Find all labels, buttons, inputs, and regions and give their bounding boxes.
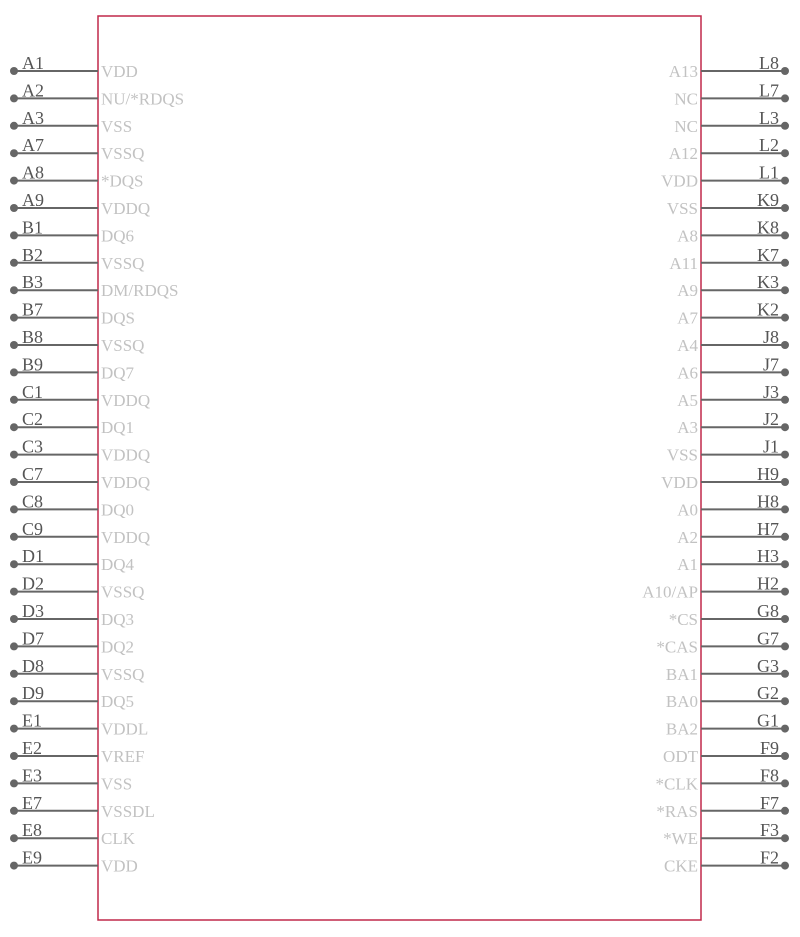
left-pin <box>10 272 178 300</box>
pin-number: B2 <box>22 244 44 265</box>
pin-terminal-dot <box>781 177 789 185</box>
pin-terminal-dot <box>781 725 789 733</box>
pin-number: A8 <box>22 162 44 183</box>
pin-number: E8 <box>22 820 42 841</box>
pin-number: D2 <box>22 573 44 594</box>
left-pin-group <box>10 53 184 876</box>
left-pin <box>10 519 150 547</box>
pin-label: A0 <box>677 500 698 520</box>
pin-label: VREF <box>101 747 145 766</box>
pin-number: H3 <box>757 546 779 567</box>
pin-label: A6 <box>677 363 698 383</box>
right-pin <box>669 53 789 81</box>
pin-terminal-dot <box>781 588 789 596</box>
pin-label: VSS <box>101 116 133 136</box>
right-pin <box>642 574 789 602</box>
left-pin <box>10 464 150 492</box>
pin-label: DM/RDQS <box>101 281 179 301</box>
pin-number: C3 <box>22 436 44 457</box>
pin-label: VDDQ <box>101 473 151 492</box>
pin-label: DQ7 <box>101 363 135 383</box>
pin-number: J1 <box>762 436 779 457</box>
pin-terminal-dot <box>781 341 789 349</box>
pin-terminal-dot <box>10 505 18 513</box>
pin-terminal-dot <box>781 67 789 75</box>
left-pin <box>10 409 134 437</box>
left-pin <box>10 163 144 191</box>
pin-label: BA0 <box>665 692 698 712</box>
pin-number: E1 <box>22 710 42 731</box>
pin-terminal-dot <box>781 259 789 267</box>
pin-number: C7 <box>22 464 44 484</box>
pin-number: G8 <box>757 601 779 621</box>
pin-label: *CAS <box>656 637 698 657</box>
pin-terminal-dot <box>10 725 18 733</box>
pin-terminal-dot <box>781 834 789 842</box>
pin-label: A8 <box>677 226 698 246</box>
right-pin-group <box>642 53 789 876</box>
pin-label: DQ2 <box>101 637 135 657</box>
left-pin <box>10 382 150 410</box>
right-pin <box>669 245 789 273</box>
left-pin <box>10 738 144 766</box>
pin-number: L8 <box>759 53 779 73</box>
pin-terminal-dot <box>10 231 18 239</box>
pin-number: K2 <box>757 299 779 320</box>
pin-number: B9 <box>22 354 44 375</box>
left-pin <box>10 765 132 793</box>
pin-label: NC <box>674 116 698 136</box>
pin-label: NU/*RDQS <box>101 89 185 109</box>
left-pin <box>10 437 150 465</box>
pin-terminal-dot <box>781 807 789 815</box>
right-pin <box>677 300 789 328</box>
pin-terminal-dot <box>10 697 18 705</box>
pin-label: A11 <box>669 253 698 273</box>
pin-number: C9 <box>22 518 44 539</box>
left-pin <box>10 327 144 355</box>
pin-terminal-dot <box>10 834 18 842</box>
pin-number: G1 <box>757 710 779 731</box>
pin-number: C1 <box>22 381 44 402</box>
pin-number: D3 <box>22 601 44 621</box>
left-pin <box>10 601 134 629</box>
pin-label: VDD <box>101 856 138 876</box>
pin-terminal-dot <box>10 67 18 75</box>
right-pin <box>667 190 789 218</box>
pin-label: VSSQ <box>101 144 145 164</box>
pin-number: E9 <box>22 847 42 868</box>
pin-number: D1 <box>22 546 44 567</box>
pin-label: *CLK <box>655 774 698 794</box>
pin-number: K7 <box>757 244 779 265</box>
pin-terminal-dot <box>10 368 18 376</box>
pin-label: BA2 <box>665 719 698 739</box>
ic-body-outline <box>98 16 701 920</box>
left-pin <box>10 683 134 711</box>
pin-number: D8 <box>22 655 44 676</box>
left-pin <box>10 820 136 848</box>
left-pin <box>10 546 135 574</box>
left-pin <box>10 628 134 656</box>
pin-label: A9 <box>677 281 698 301</box>
pin-label: VSS <box>666 445 698 465</box>
right-pin <box>677 409 789 437</box>
pin-number: L3 <box>759 107 779 128</box>
right-pin <box>677 354 789 382</box>
pin-number: H9 <box>757 464 779 484</box>
right-pin <box>677 382 789 410</box>
right-pin <box>674 108 789 136</box>
right-pin <box>677 491 789 519</box>
pin-terminal-dot <box>781 204 789 212</box>
pin-terminal-dot <box>781 478 789 486</box>
pin-terminal-dot <box>781 670 789 678</box>
right-pin <box>677 217 789 245</box>
pin-label: A5 <box>677 390 698 410</box>
left-pin <box>10 80 184 108</box>
pin-number: D7 <box>22 628 44 649</box>
pin-number: C8 <box>22 491 44 512</box>
pin-label: A1 <box>677 555 698 575</box>
pin-label: VSSQ <box>101 253 145 273</box>
pin-terminal-dot <box>781 122 789 130</box>
pin-label: VSSDL <box>101 801 155 821</box>
pin-label: VDDQ <box>101 445 151 465</box>
pin-terminal-dot <box>10 94 18 102</box>
pin-number: G7 <box>757 628 779 649</box>
left-pin <box>10 354 135 382</box>
pin-number: E3 <box>22 765 42 786</box>
right-pin <box>677 327 789 355</box>
right-pin <box>667 437 789 465</box>
pin-number: E2 <box>22 738 42 758</box>
pin-label: *RAS <box>656 801 698 821</box>
right-pin <box>674 80 789 108</box>
left-pin <box>10 245 144 273</box>
right-pin <box>666 683 789 711</box>
left-pin <box>10 108 132 136</box>
pin-terminal-dot <box>781 314 789 322</box>
pin-label: A2 <box>677 527 698 547</box>
pin-number: E7 <box>22 792 42 813</box>
pin-number: J3 <box>762 381 779 402</box>
pin-number: A9 <box>22 190 44 210</box>
pin-terminal-dot <box>10 204 18 212</box>
left-pin <box>10 848 138 876</box>
left-pin <box>10 656 144 684</box>
pin-label: VDDQ <box>101 390 151 410</box>
pin-terminal-dot <box>781 451 789 459</box>
left-pin <box>10 300 135 328</box>
pin-label: VDD <box>101 62 138 81</box>
pin-terminal-dot <box>781 752 789 760</box>
pin-terminal-dot <box>781 697 789 705</box>
pin-number: L2 <box>759 135 779 156</box>
pin-number: J2 <box>762 409 779 430</box>
right-pin <box>656 793 789 821</box>
pin-number: H8 <box>757 491 779 512</box>
pin-terminal-dot <box>781 505 789 513</box>
pin-label: A13 <box>668 62 698 81</box>
right-pin <box>656 765 790 793</box>
right-pin <box>666 711 789 739</box>
pin-label: A4 <box>677 336 698 355</box>
pin-terminal-dot <box>781 615 789 623</box>
pin-label: VSSQ <box>101 336 145 355</box>
pin-label: CKE <box>664 856 698 876</box>
pin-number: H7 <box>757 518 779 539</box>
pin-number: A2 <box>22 80 44 101</box>
right-pin <box>663 820 789 848</box>
pin-number: F8 <box>759 765 779 786</box>
pin-label: VDD <box>661 171 698 191</box>
pin-terminal-dot <box>10 478 18 486</box>
right-pin <box>656 628 789 656</box>
pin-terminal-dot <box>10 286 18 294</box>
pin-label: A10/AP <box>642 582 698 602</box>
pin-label: DQ3 <box>101 610 135 629</box>
pin-label: DQS <box>101 308 136 328</box>
pin-number: G2 <box>757 683 779 704</box>
pin-label: VDDQ <box>101 199 151 218</box>
pin-number: H2 <box>757 573 779 594</box>
pin-terminal-dot <box>10 177 18 185</box>
pin-terminal-dot <box>10 615 18 623</box>
pin-terminal-dot <box>781 149 789 157</box>
left-pin <box>10 491 134 519</box>
pin-terminal-dot <box>10 314 18 322</box>
pin-number: J7 <box>762 354 779 375</box>
pin-terminal-dot <box>10 533 18 541</box>
left-pin <box>10 190 150 218</box>
pin-label: DQ0 <box>101 500 135 520</box>
pin-label: DQ4 <box>101 555 135 575</box>
right-pin <box>677 272 789 300</box>
left-pin <box>10 711 148 739</box>
right-pin <box>666 656 789 684</box>
left-pin <box>10 793 155 821</box>
pin-label: NC <box>674 89 698 109</box>
right-pin <box>677 546 789 574</box>
pin-number: K8 <box>757 217 779 238</box>
pin-number: B3 <box>22 272 44 293</box>
pin-label: DQ5 <box>101 692 135 712</box>
pin-terminal-dot <box>10 752 18 760</box>
pin-terminal-dot <box>10 149 18 157</box>
pin-label: *CS <box>668 610 698 629</box>
pin-terminal-dot <box>10 779 18 787</box>
pin-number: J8 <box>762 327 779 347</box>
pin-number: F2 <box>759 847 779 868</box>
pin-terminal-dot <box>781 423 789 431</box>
pin-terminal-dot <box>781 560 789 568</box>
pin-label: VSS <box>101 774 133 794</box>
pin-terminal-dot <box>781 396 789 404</box>
pin-terminal-dot <box>10 341 18 349</box>
pin-label: VSSQ <box>101 664 145 684</box>
right-pin <box>663 738 789 766</box>
pin-terminal-dot <box>10 560 18 568</box>
right-pin <box>677 519 789 547</box>
pin-terminal-dot <box>781 286 789 294</box>
right-pin <box>669 601 789 629</box>
pin-terminal-dot <box>781 533 789 541</box>
pin-number: G3 <box>757 655 779 676</box>
pin-number: F9 <box>759 738 779 758</box>
left-pin <box>10 53 138 81</box>
pin-label: BA1 <box>665 664 698 684</box>
pin-number: A1 <box>22 53 44 73</box>
pin-terminal-dot <box>781 231 789 239</box>
pin-label: DQ1 <box>101 418 135 438</box>
pin-label: VDDL <box>101 719 149 739</box>
pin-number: B7 <box>22 299 44 320</box>
pin-number: A3 <box>22 107 44 128</box>
pin-label: *WE <box>663 829 698 849</box>
pin-terminal-dot <box>10 451 18 459</box>
pin-terminal-dot <box>781 94 789 102</box>
pin-number: F3 <box>759 820 779 841</box>
left-pin <box>10 217 134 245</box>
left-pin <box>10 574 144 602</box>
pin-terminal-dot <box>781 642 789 650</box>
pin-number: K3 <box>757 272 779 293</box>
pin-label: VDDQ <box>101 527 151 547</box>
pin-number: C2 <box>22 409 44 430</box>
pin-label: VDD <box>661 473 698 492</box>
pin-label: VSSQ <box>101 582 145 602</box>
left-pin <box>10 135 144 163</box>
pin-terminal-dot <box>781 862 789 870</box>
pin-terminal-dot <box>10 423 18 431</box>
pin-number: L7 <box>759 80 779 101</box>
pin-label: A7 <box>677 308 698 328</box>
pin-label: A3 <box>677 418 698 438</box>
pin-number: B8 <box>22 327 44 347</box>
pin-label: A12 <box>668 144 698 164</box>
pin-terminal-dot <box>781 779 789 787</box>
pin-terminal-dot <box>10 588 18 596</box>
pin-terminal-dot <box>10 259 18 267</box>
pin-number: B1 <box>22 217 44 238</box>
right-pin <box>669 135 789 163</box>
pin-number: F7 <box>759 792 779 813</box>
pin-terminal-dot <box>10 670 18 678</box>
pin-terminal-dot <box>10 122 18 130</box>
pin-terminal-dot <box>781 368 789 376</box>
pin-terminal-dot <box>10 642 18 650</box>
pin-number: K9 <box>757 190 779 210</box>
pin-label: VSS <box>666 199 698 218</box>
pin-terminal-dot <box>10 862 18 870</box>
right-pin <box>661 464 789 492</box>
pin-label: DQ6 <box>101 226 135 246</box>
right-pin <box>661 163 789 191</box>
pin-terminal-dot <box>10 807 18 815</box>
right-pin <box>664 848 789 876</box>
pin-number: A7 <box>22 135 44 156</box>
pin-terminal-dot <box>10 396 18 404</box>
pin-label: ODT <box>663 747 698 766</box>
pin-label: CLK <box>101 829 135 849</box>
pin-number: L1 <box>759 162 779 183</box>
pin-number: D9 <box>22 683 44 704</box>
pin-label: *DQS <box>101 171 144 191</box>
